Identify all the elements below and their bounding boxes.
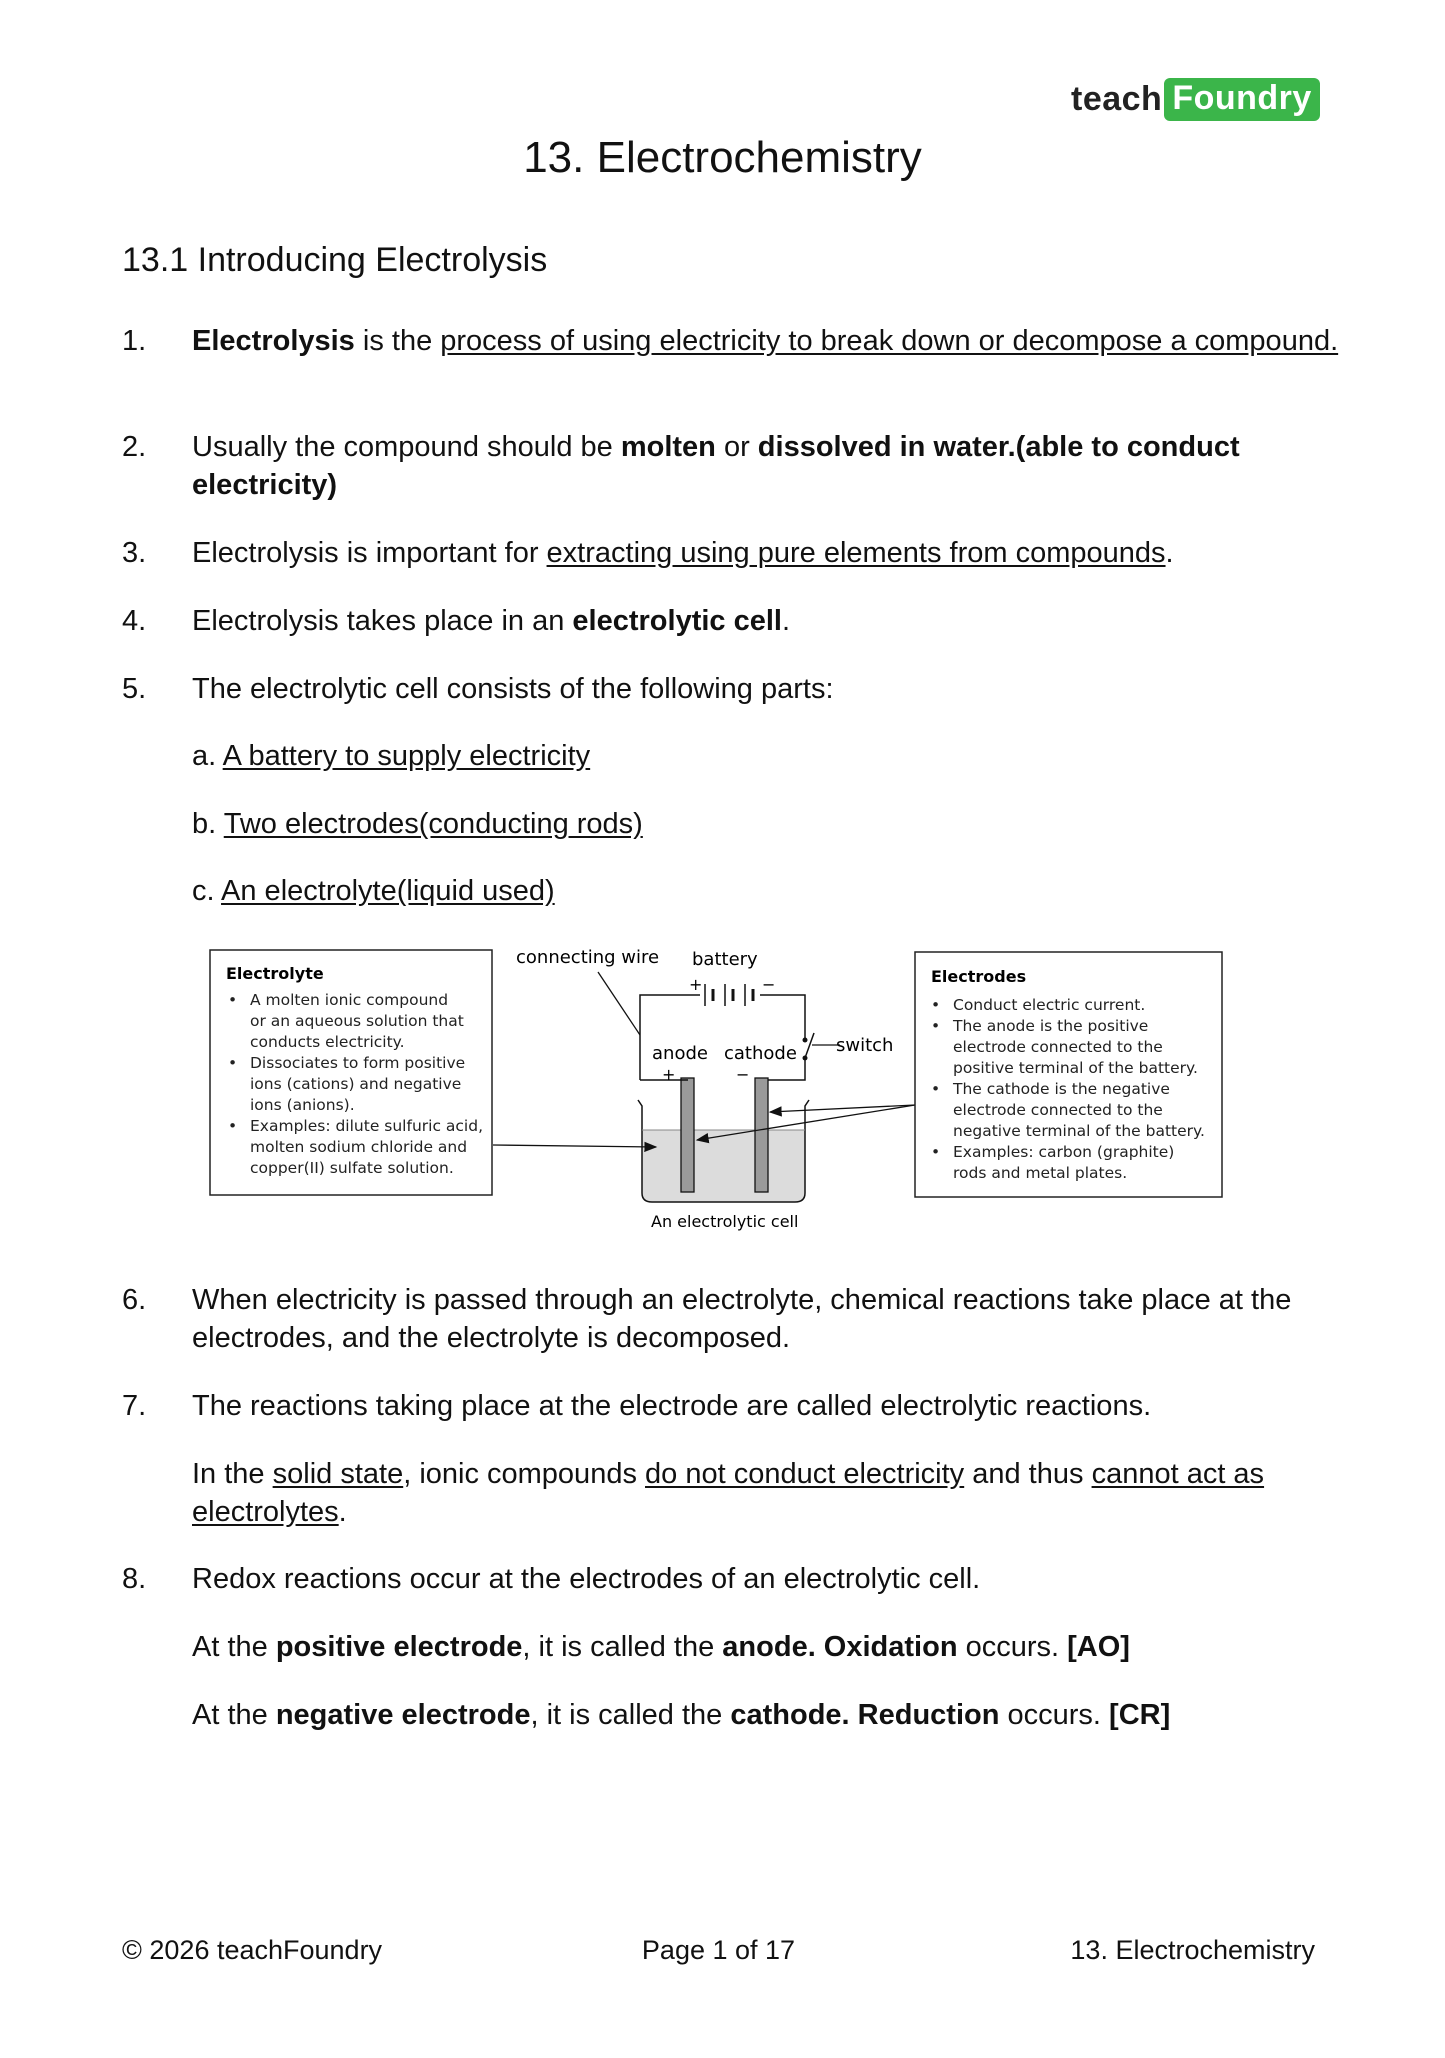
cathode-rod bbox=[755, 1078, 768, 1192]
electrolyte-line: Dissociates to form positive bbox=[250, 1054, 466, 1072]
electrodes-line: positive terminal of the battery. bbox=[953, 1059, 1198, 1077]
anode-label: anode bbox=[652, 1043, 708, 1064]
cathode-label: cathode bbox=[724, 1043, 797, 1064]
svg-text:•: • bbox=[931, 996, 941, 1014]
solid-state-paragraph bbox=[192, 1455, 1377, 1531]
text-fragment: and thus bbox=[964, 1458, 1092, 1490]
bold-electrolytic-cell: electrolytic cell bbox=[572, 605, 782, 637]
diagram-caption: An electrolytic cell bbox=[651, 1212, 799, 1231]
electrolyte-line: A molten ionic compound bbox=[250, 991, 449, 1009]
underlined-text: solid state bbox=[272, 1458, 404, 1490]
electrodes-line: electrode connected to the bbox=[953, 1101, 1163, 1119]
electrolyte-line: conducts electricity. bbox=[250, 1033, 405, 1051]
logo-text-teach: teach bbox=[1071, 80, 1163, 118]
sub-text: A battery to supply electricity bbox=[222, 740, 591, 772]
electrolyte-line: Examples: dilute sulfuric acid, bbox=[250, 1117, 483, 1135]
text-fragment: At the bbox=[192, 1631, 276, 1663]
battery-minus: − bbox=[762, 975, 776, 994]
bold-text: cathode. Reduction bbox=[730, 1699, 1000, 1731]
bold-text: [CR] bbox=[1109, 1699, 1171, 1731]
item-text: The reactions taking place at the electrode are called electrolytic reactions. bbox=[192, 1390, 1152, 1422]
underlined-text: cannot act as electrolytes bbox=[192, 1458, 1265, 1528]
bold-text: negative electrode bbox=[275, 1699, 531, 1731]
battery-icon bbox=[689, 975, 775, 1008]
battery-label: battery bbox=[692, 949, 758, 970]
text-fragment: , it is called the bbox=[522, 1631, 723, 1663]
underlined-text: do not conduct electricity bbox=[645, 1458, 965, 1490]
bold-text: positive electrode bbox=[275, 1631, 523, 1663]
anode-plus-sign: + bbox=[662, 1065, 676, 1084]
svg-text:•: • bbox=[931, 1017, 941, 1035]
svg-text:•: • bbox=[228, 991, 238, 1009]
electrodes-box-title: Electrodes bbox=[931, 967, 1027, 986]
electrolyte-line: or an aqueous solution that bbox=[250, 1012, 464, 1030]
item-text: Redox reactions occur at the electrodes of an electrolytic cell. bbox=[192, 1563, 981, 1595]
anode-rod bbox=[681, 1078, 694, 1192]
svg-text:•: • bbox=[228, 1117, 238, 1135]
cathode-paragraph bbox=[192, 1696, 1377, 1734]
text-fragment: . bbox=[1165, 537, 1174, 569]
text-fragment: occurs. bbox=[957, 1631, 1068, 1663]
electrodes-line: negative terminal of the battery. bbox=[953, 1122, 1205, 1140]
text-fragment: Electrolysis is important for bbox=[192, 537, 547, 569]
logo-text-foundry: Foundry bbox=[1164, 78, 1319, 121]
bold-text: [AO] bbox=[1067, 1631, 1130, 1663]
item-text bbox=[192, 322, 1377, 360]
item-text: The electrolytic cell consists of the following parts: bbox=[192, 673, 834, 705]
electrodes-line: The anode is the positive bbox=[953, 1017, 1149, 1035]
electrolyte-line: ions (cations) and negative bbox=[250, 1075, 462, 1093]
term-electrolysis: Electrolysis bbox=[192, 325, 355, 357]
item-text: When electricity is passed through an electrolyte, chemical reactions take place at the electrodes, and the electrolyte is decomposed. bbox=[192, 1284, 1292, 1354]
electrodes-line: rods and metal plates. bbox=[953, 1164, 1128, 1182]
text-fragment: Electrolysis takes place in an bbox=[192, 605, 573, 637]
sub-letter: a. bbox=[192, 740, 217, 772]
bold-dissolved: dissolved in water.(able to conduct electricity) bbox=[192, 431, 1240, 501]
teachfoundry-logo bbox=[1071, 78, 1320, 121]
connecting-wire-label: connecting wire bbox=[516, 947, 660, 968]
electrodes-line: The cathode is the negative bbox=[953, 1080, 1170, 1098]
item-number: 8. bbox=[122, 1563, 147, 1595]
definition-underlined: process of using electricity to break down or decompose a compound. bbox=[440, 325, 1339, 357]
switch-label: switch bbox=[836, 1035, 894, 1056]
item-number: 6. bbox=[122, 1284, 147, 1316]
electrolyte-line: molten sodium chloride and bbox=[250, 1138, 468, 1156]
anode-paragraph bbox=[192, 1628, 1377, 1666]
sub-letter: c. bbox=[192, 875, 215, 907]
sub-text: Two electrodes(conducting rods) bbox=[223, 808, 643, 840]
item-text bbox=[192, 428, 1377, 504]
text-fragment: Usually the compound should be bbox=[192, 431, 621, 463]
electrodes-line: Conduct electric current. bbox=[953, 996, 1146, 1014]
electrodes-line: Examples: carbon (graphite) bbox=[953, 1143, 1175, 1161]
connecting-wire-pointer bbox=[598, 972, 640, 1035]
switch-icon bbox=[803, 1033, 841, 1061]
sub-item-c bbox=[192, 872, 555, 910]
item-number: 2. bbox=[122, 431, 147, 463]
bold-text: anode. Oxidation bbox=[722, 1631, 958, 1663]
sub-text: An electrolyte(liquid used) bbox=[221, 875, 555, 907]
text-fragment: . bbox=[781, 605, 791, 637]
electrolyte-box-title: Electrolyte bbox=[226, 964, 324, 983]
item-number: 5. bbox=[122, 673, 147, 705]
footer-page-number: Page 1 of 17 bbox=[641, 1935, 796, 1965]
battery-plus: + bbox=[689, 975, 703, 994]
bold-molten: molten bbox=[620, 431, 716, 463]
page-title: 13. Electrochemistry bbox=[523, 133, 922, 182]
electrolyte-line: ions (anions). bbox=[250, 1096, 355, 1114]
text-fragment: is the bbox=[354, 325, 441, 357]
electrolyte-liquid bbox=[642, 1130, 805, 1202]
footer-chapter: 13. Electrochemistry bbox=[1070, 1935, 1315, 1965]
electrolytic-cell-diagram bbox=[200, 940, 1230, 1240]
text-fragment: or bbox=[715, 431, 758, 463]
section-heading: 13.1 Introducing Electrolysis bbox=[122, 241, 548, 279]
electrolyte-arrow bbox=[493, 1145, 656, 1147]
cathode-minus-sign: − bbox=[736, 1065, 750, 1084]
sub-letter: b. bbox=[192, 808, 217, 840]
text-fragment: occurs. bbox=[999, 1699, 1110, 1731]
text-fragment: . bbox=[338, 1496, 347, 1528]
footer-copyright: © 2026 teachFoundry bbox=[122, 1935, 383, 1965]
text-fragment: At the bbox=[192, 1699, 276, 1731]
item-text bbox=[192, 534, 1377, 572]
svg-text:•: • bbox=[931, 1143, 941, 1161]
text-fragment: , it is called the bbox=[530, 1699, 731, 1731]
underlined-text: extracting using pure elements from compounds bbox=[546, 537, 1166, 569]
item-number: 1. bbox=[122, 325, 147, 357]
item-number: 4. bbox=[122, 605, 147, 637]
electrodes-line: electrode connected to the bbox=[953, 1038, 1163, 1056]
item-number: 3. bbox=[122, 537, 147, 569]
sub-item-a bbox=[192, 737, 590, 775]
svg-text:•: • bbox=[228, 1054, 238, 1072]
electrolyte-line: copper(II) sulfate solution. bbox=[250, 1159, 454, 1177]
text-fragment: , ionic compounds bbox=[403, 1458, 646, 1490]
item-number: 7. bbox=[122, 1390, 147, 1422]
sub-item-b bbox=[192, 805, 643, 843]
item-text bbox=[192, 602, 1377, 640]
text-fragment: In the bbox=[192, 1458, 273, 1490]
svg-text:•: • bbox=[931, 1080, 941, 1098]
